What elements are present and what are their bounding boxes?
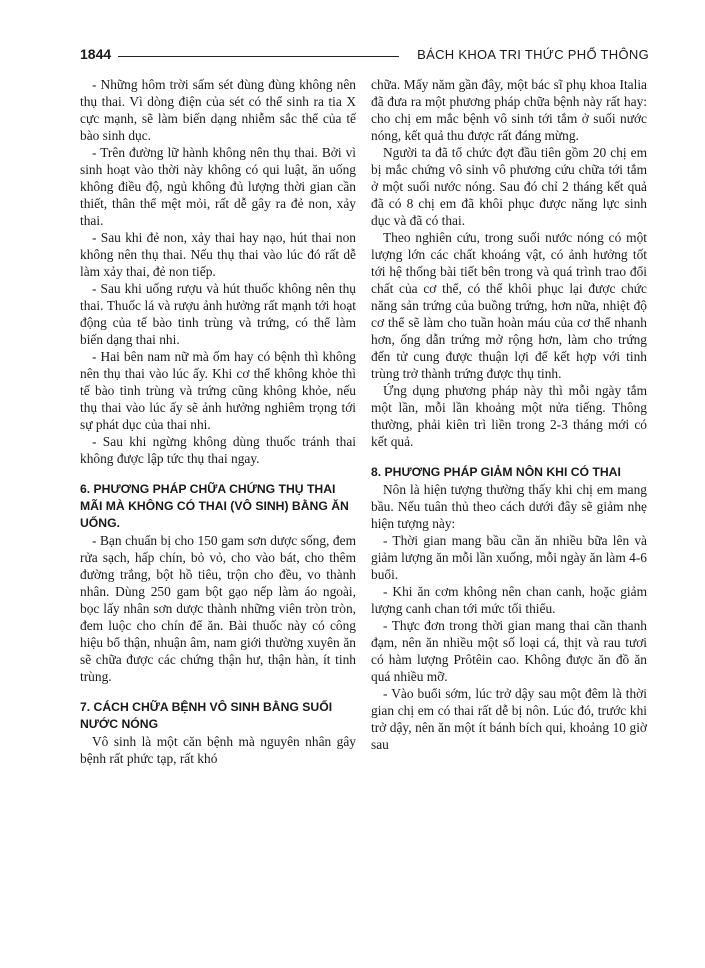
paragraph: - Trên đường lữ hành không nên thụ thai. Bởi vì sinh hoạt vào thời này không có qui luật, ăn uống không điều độ, ngủ không đủ lượng thời gian cần thiết, thân thể mệt mỏi, rất dễ gây ra đẻ non, xảy thai.	[80, 145, 356, 228]
paragraph: Người ta đã tổ chức đợt đầu tiên gồm 20 chị em bị mắc chứng vô sinh vô phương cứu chữa tới tắm ở một suối nước nóng. Sau đó chỉ 2 tháng kết quả đã có 8 chị em đã khôi phục được năng lực sinh dục và đã có thai.	[371, 145, 647, 228]
paragraph: - Hai bên nam nữ mà ốm hay có bệnh thì không nên thụ thai vào lúc ấy. Khi cơ thể không khỏe thì tế bào tinh trùng và trứng cũng không khỏe, nếu thụ thai vào lúc ấy sẽ ảnh hưởng nghiêm trọng tới sự phát dục của thai nhi.	[80, 349, 356, 432]
paragraph: - Bạn chuẩn bị cho 150 gam sơn dược sống, đem rửa sạch, hấp chín, bỏ vỏ, cho vào bát, cho thêm đường trắng, bột hồ tiêu, trộn cho đều, vo thành nhân. Dùng 250 gam bột gạo nếp làm áo ngoài, bọc lấy nhân sơn dược thành những viên tròn tròn, đem luộc cho chín để ăn. Bài thuốc này có công hiệu bổ thận, nhuận âm, nam giới thường xuyên ăn sẽ chữa được các chứng thận hư, thận hàn, ít tinh trùng.	[80, 533, 356, 684]
section-heading-7: 7. CÁCH CHỮA BỆNH VÔ SINH BẰNG SUỐI NƯỚC NÓNG	[80, 700, 333, 731]
paragraph: Theo nghiên cứu, trong suối nước nóng có một lượng lớn các chất khoáng vật, có ảnh hưởng tốt tới hệ thống bài tiết bên trong và quá trình trao đổi chất của cơ thể, có thể khôi phục lại được chức năng sản trứng của buồng trứng, hơn nữa, nhiệt độ cơ thể sẽ làm cho tuần hoàn máu của cơ thể nhanh hơn, ống dẫn trứng mở rộng hơn, làm cho trứng đến tử cung được thuận lợi để kết hợp với tinh trùng trở thành trứng được thụ tinh.	[371, 230, 647, 381]
running-title: BÁCH KHOA TRI THỨC PHỔ THÔNG	[417, 47, 649, 62]
header-rule	[118, 56, 399, 57]
right-column	[371, 76, 647, 753]
page-header	[80, 46, 649, 66]
paragraph: Nôn là hiện tượng thường thấy khi chị em mang bầu. Nếu tuân thủ theo cách dưới đây sẽ giảm nhẹ hiện tượng này:	[371, 482, 647, 531]
section-heading-6: 6. PHƯƠNG PHÁP CHỮA CHỨNG THỤ THAI MÃI MÀ KHÔNG CÓ THAI (VÔ SINH) BẰNG ĂN UỐNG.	[80, 482, 349, 530]
paragraph: - Sau khi ngừng không dùng thuốc tránh thai không được lập tức thụ thai ngay.	[80, 434, 356, 466]
left-column	[80, 76, 356, 767]
paragraph: - Thực đơn trong thời gian mang thai cần thanh đạm, nên ăn nhiều một số loại cá, thịt và rau tươi có hàm lượng Prôtêin cao. Không được ăn đồ ăn quá nhiều mỡ.	[371, 618, 647, 684]
spacer	[80, 467, 356, 481]
paragraph: - Thời gian mang bầu cần ăn nhiều bữa lên và giảm lượng ăn mỗi lần xuống, mỗi ngày ăn làm 4-6 buổi.	[371, 533, 647, 582]
section-heading-8: 8. PHƯƠNG PHÁP GIẢM NÔN KHI CÓ THAI	[371, 465, 621, 479]
page-number: 1844	[80, 46, 112, 62]
paragraph: chữa. Mấy năm gần đây, một bác sĩ phụ khoa Italia đã đưa ra một phương pháp chữa bệnh này rất hay: cho chị em mắc bệnh vô sinh tới tắm ở suối nước nóng, kết quả thu được rất đáng mừng.	[371, 77, 647, 143]
paragraph: - Vào buổi sớm, lúc trở dậy sau một đêm là thời gian chị em có thai rất dễ bị nôn. Lúc đó, trước khi trở dậy, nên ăn một ít bánh bích qui, khoảng 10 giờ sau	[371, 686, 647, 752]
paragraph: Ứng dụng phương pháp này thì mỗi ngày tắm một lần, mỗi lần khoảng một nửa tiếng. Thông thường, phải kiên trì liền trong 2-3 tháng mới có kết quả.	[371, 383, 647, 449]
paragraph: Vô sinh là một căn bệnh mà nguyên nhân gây bệnh rất phức tạp, rất khó	[80, 734, 356, 766]
paragraph: - Sau khi đẻ non, xảy thai hay nạo, hút thai non không nên thụ thai. Nếu thụ thai vào lúc đó rất dễ làm xảy thai, đẻ non tiếp.	[80, 230, 356, 279]
spacer	[80, 685, 356, 699]
paragraph: - Khi ăn cơm không nên chan canh, hoặc giảm lượng canh chan tới mức tối thiểu.	[371, 584, 647, 616]
paragraph: - Sau khi uống rượu và hút thuốc không nên thụ thai. Thuốc lá và rượu ảnh hưởng rất mạnh tới hoạt động của tế bào tinh trùng và trứng, có thể làm biến dạng thai nhi.	[80, 281, 356, 347]
paragraph: - Những hôm trời sấm sét đùng đùng không nên thụ thai. Vì dòng điện của sét có thể sinh ra tia X cực mạnh, sẽ làm biến dạng nhiễm sắc thể của tế bào sinh dục.	[80, 77, 356, 143]
spacer	[371, 450, 647, 464]
